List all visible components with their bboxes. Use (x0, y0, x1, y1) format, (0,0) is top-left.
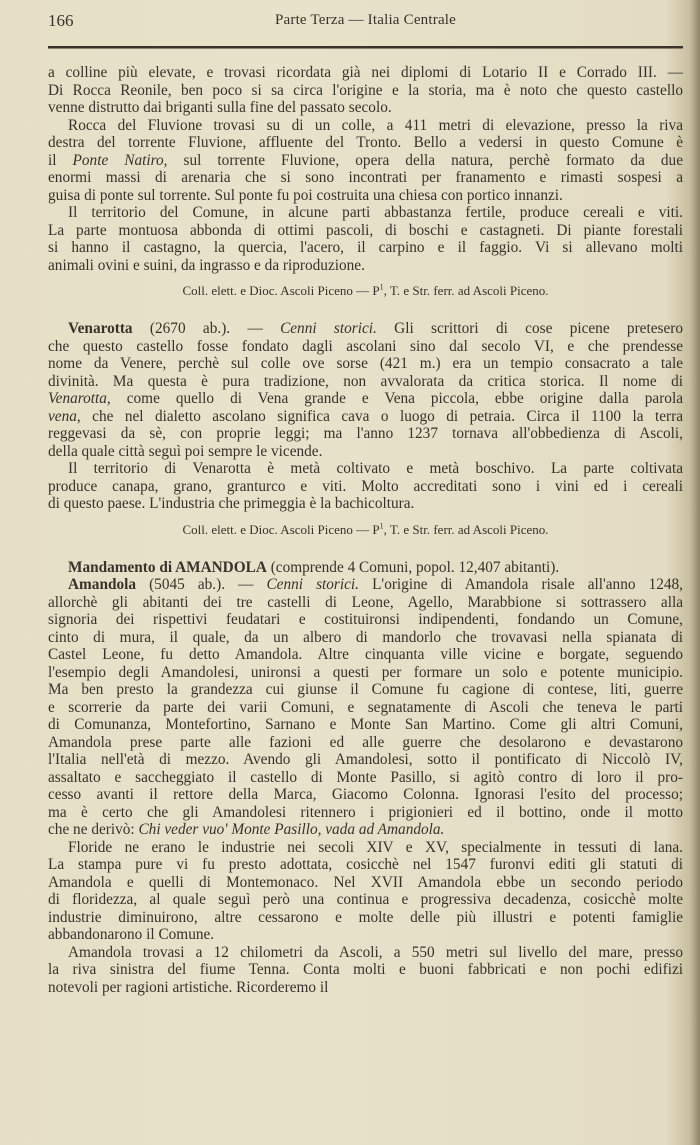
text-line: nome da Venere, perchè sul colle ove sorse (421 m.) era un tempio consacrato a tale (48, 355, 683, 372)
text-line: di questo paese. L'industria che primeggia è la bachicoltura. (48, 495, 415, 512)
italic-text: Chi veder vuo' Monte Pasillo, vada ad Amandola. (138, 821, 445, 838)
text-line: la riva sinistra del fiume Tenna. Conta molti e buoni fabbricati e non pochi edifizi (48, 961, 683, 978)
text-line: che questo castello fosse fondato dagli ascolani sino dal secolo VI, e che prendesse (48, 337, 683, 355)
header-rule (48, 46, 683, 49)
text-line: abbandonarono il Comune. (48, 926, 215, 943)
text-line: Ma ben presto la grandezza cui giunse il Comune fu cagione di contese, liti, guerre (48, 681, 683, 698)
running-header (48, 11, 683, 35)
bold-text: Venarotta (68, 320, 133, 337)
paragraph (48, 460, 683, 513)
text-line: Rocca del Fluvione trovasi su di un colle, a 411 metri di elevazione, presso la riva (68, 116, 683, 134)
italic-text: Cenni storici. (266, 576, 360, 593)
text-line: enormi massi di arenaria che si sono incontrati per franamento e rimasti sospesi a (48, 169, 683, 186)
text-segment: il (48, 151, 73, 169)
text-segment: (5045 ab.). — (136, 576, 267, 593)
text-line: Castel Leone, fu detto Amandola. Altre cinquanta ville vicine e borgate, seguendo (48, 646, 683, 663)
text-segment: (comprende 4 Comuni, popol. 12,407 abitanti). (266, 558, 560, 576)
text-line: industrie diminuirono, altre cessarono e molte delle più illustri e potenti famiglie (48, 908, 683, 926)
text-segment: , sul torrente Fluvione, opera della natura, perchè formato da due (163, 151, 683, 169)
text-segment: che ne derivò: (48, 821, 139, 838)
text-line: assaltato e saccheggiato il castello di Monte Pasillo, si agitò contro di loro il pro- (48, 768, 683, 786)
text-line (48, 152, 683, 170)
text-line: divinità. Ma questa è pura tradizione, non avvalorata da critica storica. Il nome di (48, 372, 683, 390)
citation-line (48, 282, 683, 299)
text-line: e scorrerie da parte dei varii Comuni, e segnatamente di Ascoli che teneva le parti (48, 698, 683, 716)
page-number: 166 (48, 11, 74, 30)
text-line: Floride ne erano le industrie nei secoli XIV e XV, specialmente in tessuti di lana. (68, 838, 683, 856)
text-line: di Comunanza, Montefortino, Sarnano e Monte San Martino. Come gli altri Comuni, (48, 716, 683, 733)
paragraph (48, 320, 683, 460)
text-line (48, 408, 683, 426)
paragraph (48, 576, 683, 839)
text-line (48, 320, 683, 338)
citation-text: 1 (379, 282, 384, 292)
text-segment: , che nel dialetto ascolano significa cava o luogo di petraia. Circa il 1100 la terra (76, 407, 683, 425)
text-line: l'esempio degli Amandolesi, unironsi a questi per formare un solo e potente municipio. (48, 663, 683, 681)
text-segment: L'origine di Amandola risale all'anno 1248, (359, 576, 683, 593)
paragraph (48, 559, 683, 577)
text-line: di floridezza, al quale seguì però una continua e progressiva decadenza, cosicchè molte (48, 891, 683, 908)
running-title: Parte Terza — Italia Centrale (274, 12, 457, 28)
page-body (48, 64, 683, 996)
text-line: Il territorio di Venarotta è metà coltivato e metà boschivo. La parte coltivata (68, 460, 683, 477)
citation-text: 1 (379, 521, 384, 531)
text-line: Amandola e quelli di Montemonaco. Nel XVII Amandola ebbe un secondo periodo (48, 873, 683, 891)
paragraph (48, 944, 683, 997)
text-segment: Gli scrittori di cose picene pretesero (376, 320, 683, 337)
paragraph (48, 204, 683, 274)
citation-text: , T. e Str. ferr. ad Ascoli Piceno. (383, 521, 549, 537)
text-line: Il territorio del Comune, in alcune parti abbastanza fertile, produce cereali e viti. (68, 204, 683, 221)
paragraph (48, 64, 683, 117)
text-line: signoria dei rispettivi feudatari e costituironsi indipendenti, fondando un Comune, (48, 611, 683, 628)
text-line (48, 576, 683, 594)
italic-text: Venarotta (48, 390, 107, 407)
text-line: La stampa pure vi fu presto adottata, cosicchè nel 1547 furonvi editi gli statuti di (48, 856, 683, 873)
text-line: l'Italia nell'età di mezzo. Avendo gli Amandolesi, sotto il pontificato di Niccolò IV, (48, 751, 683, 768)
text-line: notevoli per ragioni artistiche. Ricorderemo il (48, 978, 329, 996)
italic-text: Cenni storici. (280, 320, 377, 337)
text-line (48, 821, 683, 839)
text-line (48, 559, 683, 577)
text-line: animali ovini e suini, da ingrasso e da riproduzione. (48, 256, 365, 274)
text-line: guisa di ponte sul torrente. Sul ponte fu poi costruita una chiesa con portico innanzi. (48, 186, 563, 204)
text-line (48, 390, 683, 408)
text-line: venne distrutto dai briganti sulla fine del passato secolo. (48, 99, 392, 116)
citation-text: , T. e Str. ferr. ad Ascoli Piceno. (383, 283, 549, 298)
text-line: a colline più elevate, e trovasi ricordata già nei diplomi di Lotario II e Corrado III. — (48, 64, 683, 81)
bold-text: Mandamento di AMANDOLA (68, 558, 267, 576)
paragraph (48, 117, 683, 205)
paragraph (48, 839, 683, 944)
citation-text: Coll. elett. e Dioc. Ascoli Piceno — P (182, 521, 380, 537)
text-segment: (2670 ab.). — (132, 320, 281, 337)
text-segment: , come quello di Vena grande e Vena piccola, ebbe origine dalla parola (106, 390, 683, 407)
citation-text: Coll. elett. e Dioc. Ascoli Piceno — P (182, 283, 380, 298)
italic-text: Ponte Natiro (72, 151, 164, 169)
text-line: La parte montuosa abbonda di ottimi pascoli, di boschi e castagneti. Di piante forestali (48, 221, 683, 239)
text-line: reggevasi da sè, con proprie leggi; ma l'anno 1237 tornava all'obbedienza di Ascoli, (48, 425, 683, 442)
text-line: Amandola trovasi a 12 chilometri da Ascoli, a 550 metri sul livello del mare, presso (68, 943, 683, 961)
text-line: Amandola prese parte alle fazioni ed alle guerre che desolarono e devastarono (48, 733, 683, 751)
italic-text: vena (48, 407, 77, 425)
text-line: cesso avanti il rettore della Marca, Giacomo Colonna. Ignorasi l'esito del processo; (48, 786, 683, 803)
text-line: produce canapa, grano, granturco e viti. Molto accreditati sono i vini ed i cereali (48, 477, 683, 495)
text-line: Di Rocca Reonile, ben poco si sa circa l'origine e la storia, ma è noto che questo castello (48, 81, 683, 99)
text-line: si hanno il castagno, la quercia, l'acero, il carpino e il faggio. Vi si allevano molti (48, 239, 683, 256)
citation-line (48, 521, 683, 538)
text-line: allorchè gli abitanti dei tre castelli di Leone, Agello, Marabbione si sottrassero alla (48, 593, 683, 611)
text-line: della quale città seguì poi sempre le vicende. (48, 442, 323, 460)
text-line: destra del torrente Fluvione, affluente del Tronto. Bello a vedersi in questo Comune è (48, 134, 683, 151)
bold-text: Amandola (68, 576, 136, 593)
text-line: cinto di mura, il quale, da un albero di mandorlo che trovavasi nella spianata di (48, 628, 683, 646)
text-line: ma è certo che gli Amandolesi ritennero i prigionieri ed il bottino, onde il motto (48, 803, 683, 821)
